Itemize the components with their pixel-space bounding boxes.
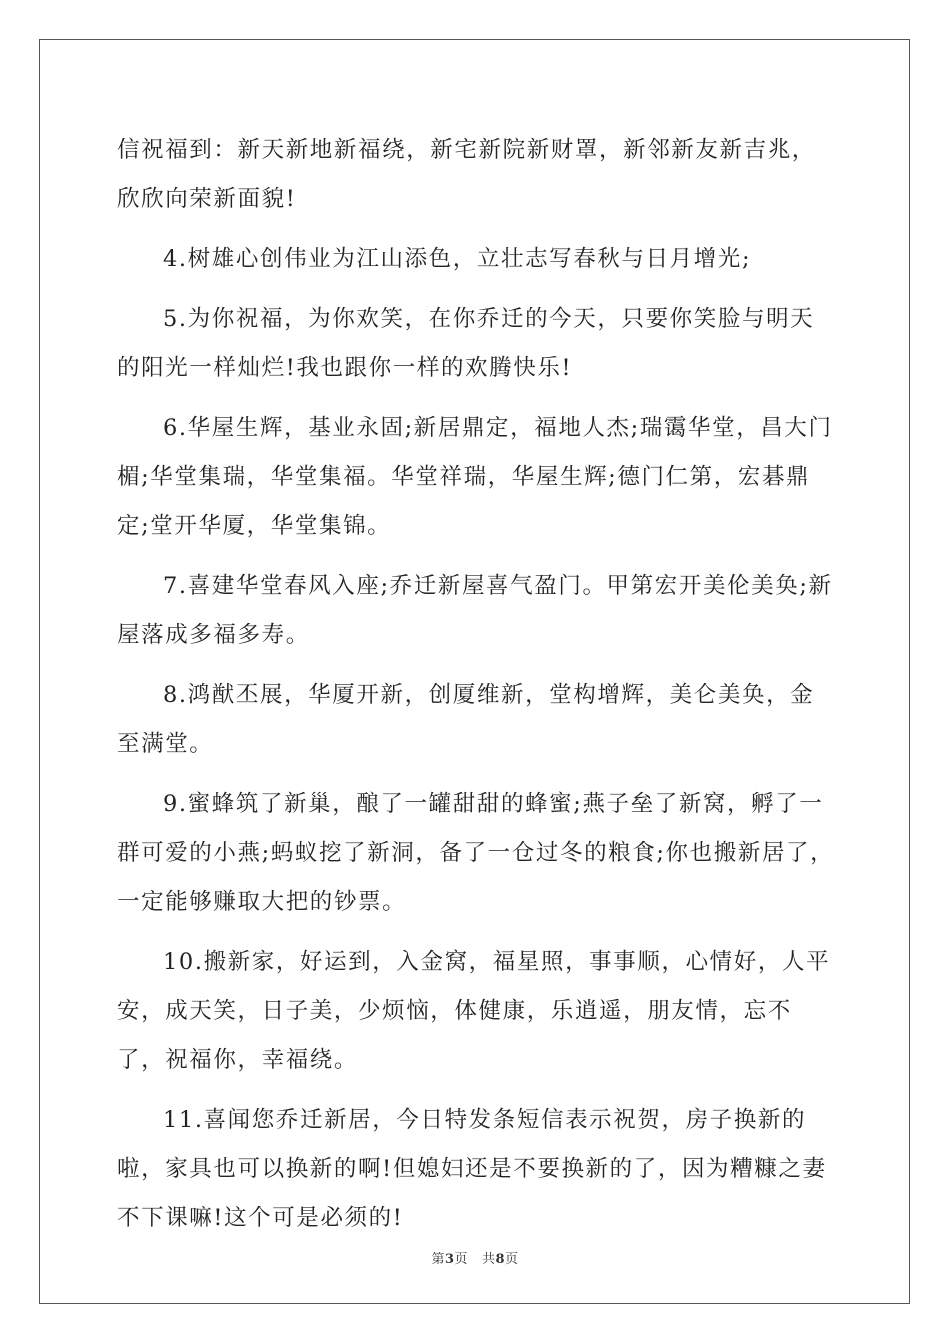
total-suffix: 页 <box>505 1252 519 1267</box>
paragraph-item-8: 8.鸿猷丕展，华厦开新，创厦维新，堂构增辉，美仑美奂，金至满堂。 <box>117 682 815 757</box>
paragraph-item-7: 7.喜建华堂春风入座;乔迁新屋喜气盈门。甲第宏开美伦美奂;新屋落成多福多寿。 <box>117 573 833 648</box>
paragraph-item-11: 11.喜闻您乔迁新居，今日特发条短信表示祝贺，房子换新的啦，家具也可以换新的啊!但媳妇还是不要换新的了，因为糟糠之妻不下课嘛!这个可是必须的! <box>117 1107 827 1231</box>
page-number: 3 <box>444 1252 455 1267</box>
total-pages: 8 <box>495 1252 506 1267</box>
paragraph-item-4: 4.树雄心创伟业为江山添色，立壮志写春秋与日月增光; <box>163 246 752 272</box>
paragraph-continuation: 信祝福到：新天新地新福绕，新宅新院新财罩，新邻新友新吉兆，欣欣向荣新面貌! <box>117 137 816 212</box>
paragraph-item-10: 10.搬新家，好运到，入金窝，福星照，事事顺，心情好，人平安，成天笑，日子美，少烦恼，体健康，乐逍遥，朋友情，忘不了，祝福你，幸福绕。 <box>117 949 831 1073</box>
document-body <box>117 126 837 1254</box>
total-prefix: 共 <box>481 1252 496 1267</box>
page-suffix: 页 <box>454 1252 469 1267</box>
page-prefix: 第 <box>431 1252 445 1267</box>
page-footer <box>0 1248 950 1267</box>
paragraph-item-5: 5.为你祝福，为你欢笑，在你乔迁的今天，只要你笑脸与明天的阳光一样灿烂!我也跟你一样的欢腾快乐! <box>117 306 815 381</box>
paragraph-item-6: 6.华屋生辉，基业永固;新居鼎定，福地人杰;瑞霭华堂，昌大门楣;华堂集瑞，华堂集福。华堂祥瑞，华屋生辉;德门仁第，宏碁鼎定;堂开华厦，华堂集锦。 <box>117 415 833 539</box>
paragraph-item-9: 9.蜜蜂筑了新巢，酿了一罐甜甜的蜂蜜;燕子垒了新窝，孵了一群可爱的小燕;蚂蚁挖了新洞，备了一仓过冬的粮食;你也搬新居了，一定能够赚取大把的钞票。 <box>117 791 835 915</box>
